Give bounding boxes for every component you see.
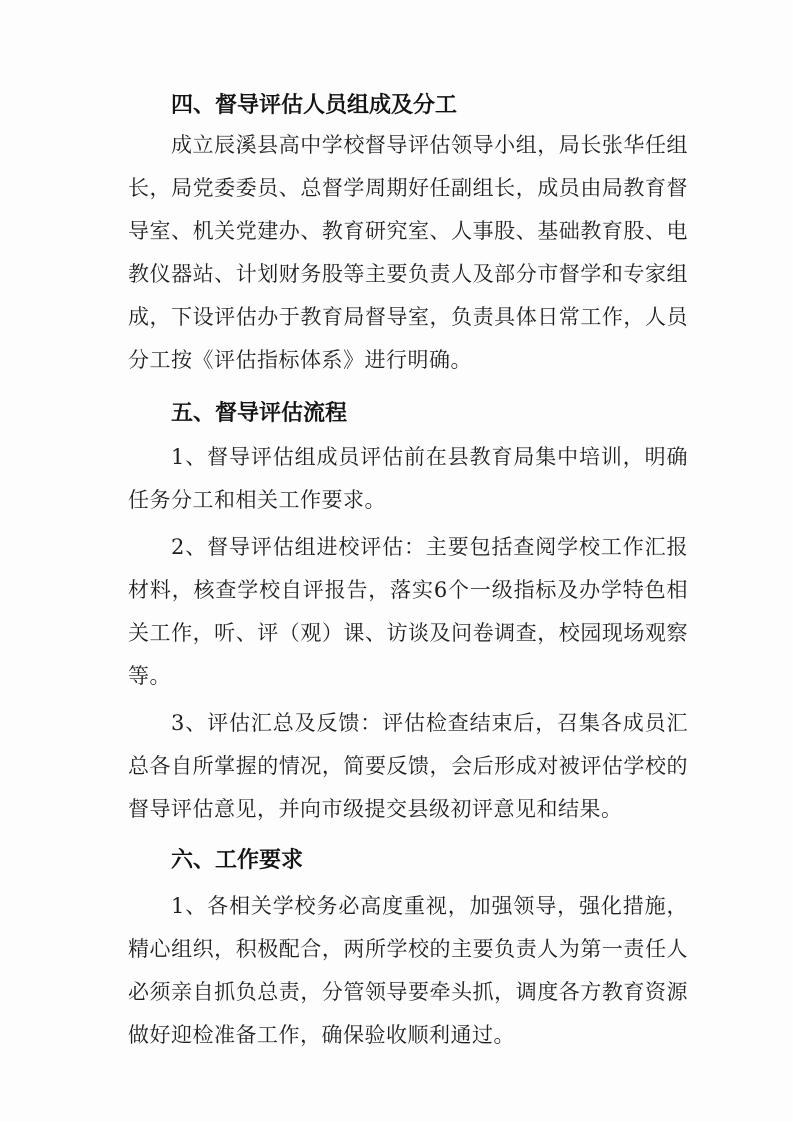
paragraph-process-3: 3、评估汇总及反馈：评估检查结束后，召集各成员汇总各自所掌握的情况，简要反馈，会后形成对被评估学校的督导评估意见，并向市级提交县级初评意见和结果。 — [128, 711, 688, 821]
section-heading-process: 五、督导评估流程 — [171, 401, 348, 426]
paragraph-process-1: 1、督导评估组成员评估前在县教育局集中培训，明确任务分工和相关工作要求。 — [128, 445, 688, 512]
paragraph-requirements-1: 1、各相关学校务必高度重视，加强领导，强化措施，精心组织，积极配合，两所学校的主要负责人为第一责任人必须亲自抓负总责，分管领导要牵头抓，调度各方教育资源做好迎检准备工作，确保验收顺利通过。 — [128, 894, 688, 1047]
section-heading-requirements: 六、工作要求 — [171, 848, 304, 873]
document-body — [128, 88, 688, 1057]
section-heading-personnel: 四、督导评估人员组成及分工 — [171, 93, 458, 118]
paragraph-personnel: 成立辰溪县高中学校督导评估领导小组，局长张华任组长，局党委委员、总督学周期好任副组长，成员由局教育督导室、机关党建办、教育研究室、人事股、基础教育股、电教仪器站、计划财务股等主要负责人及部分市督学和专家组成，下设评估办于教育局督导室，负责具体日常工作，人员分工按《评估指标体系》进行明确。 — [128, 133, 688, 372]
paragraph-process-2: 2、督导评估组进校评估：主要包括查阅学校工作汇报材料，核查学校自评报告，落实6个一级指标及办学特色相关工作，听、评（观）课、访谈及问卷调查，校园现场观察等。 — [128, 535, 688, 688]
